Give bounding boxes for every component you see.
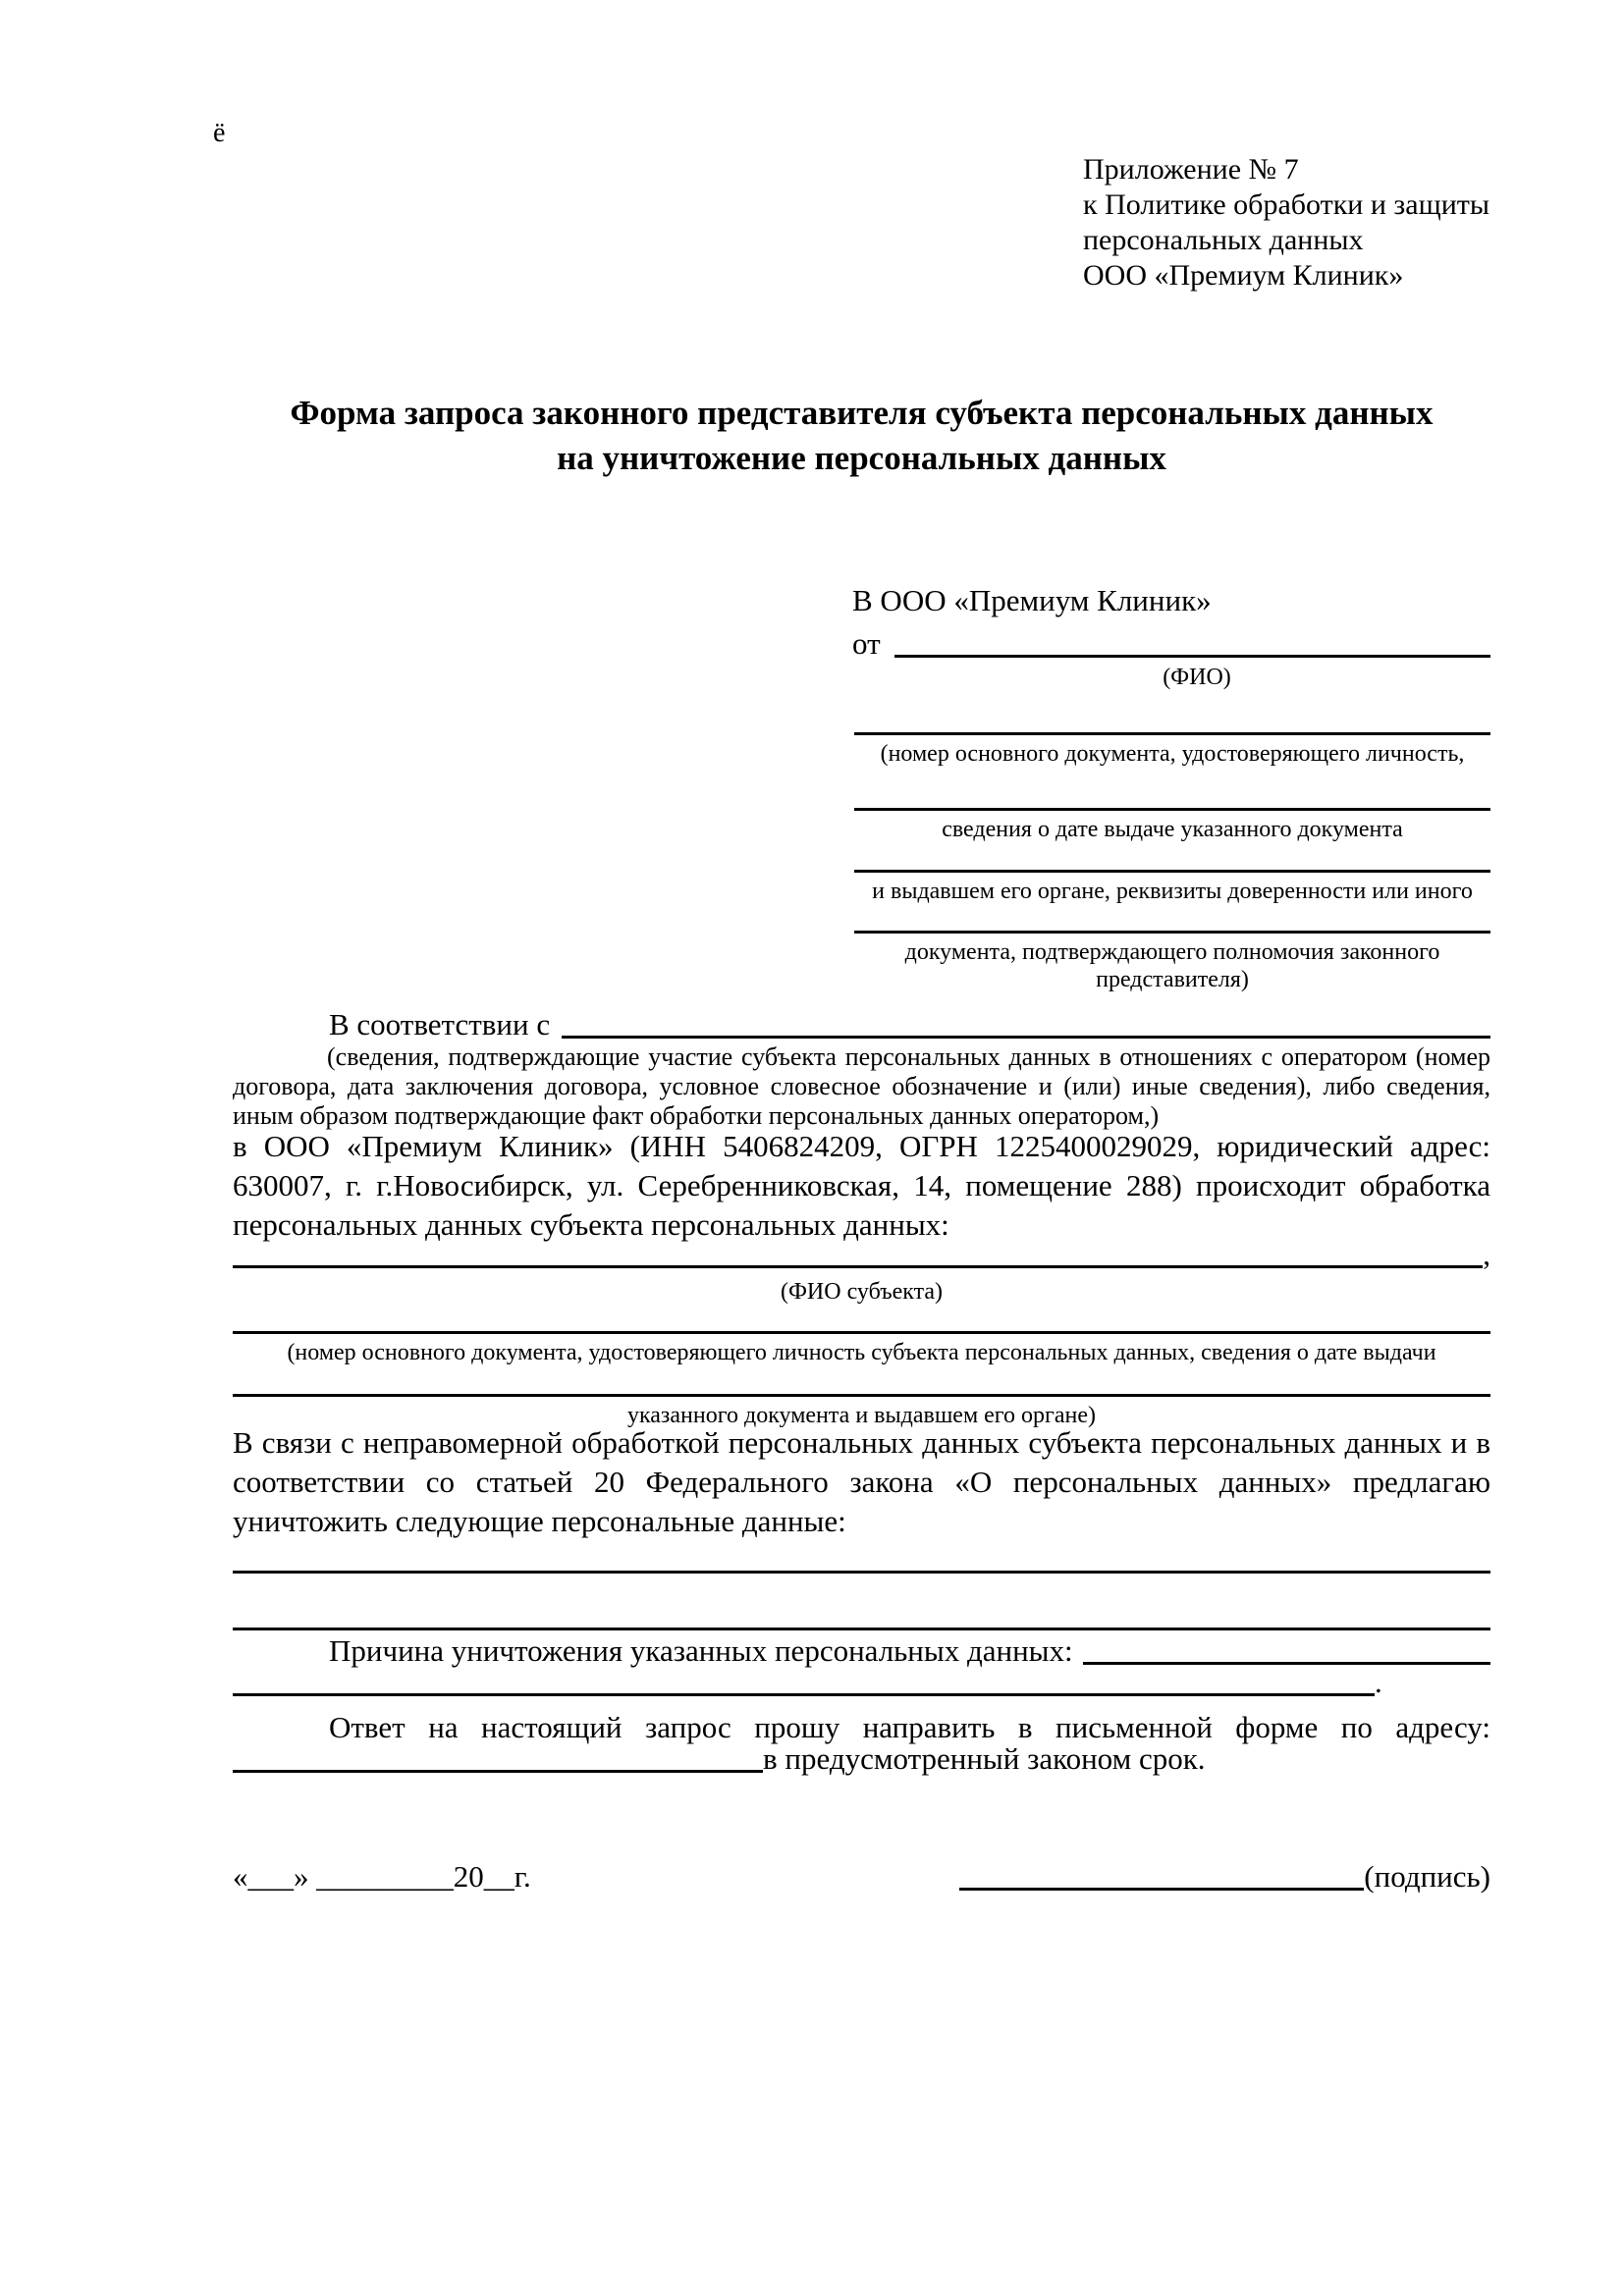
appendix-line: к Политике обработки и защиты — [1083, 188, 1490, 221]
operator-paragraph: в ООО «Премиум Клиник» (ИНН 5406824209, ОГРН 1225400029029, юридический адрес: 630007, г. г.Новосибирск, ул. Серебренниковская, 14, помещение 288) происходит обработка персональных данных субъекта персональных данных: — [233, 1129, 1490, 1242]
subject-doc-line — [233, 1331, 1490, 1334]
reply-sentence: Ответ на настоящий запрос прошу направить в письменной форме по адресу: — [329, 1710, 1490, 1744]
signature-blank-line — [959, 1880, 1364, 1891]
appendix-line: персональных данных — [1083, 224, 1364, 256]
reply-tail: в предусмотренный законом срок. — [763, 1741, 1206, 1776]
from-blank-line — [894, 647, 1490, 658]
rep-field-line — [854, 870, 1490, 873]
from-label: от — [852, 626, 881, 661]
document-title-line1: Форма запроса законного представителя субъекта персональных данных — [290, 394, 1434, 432]
accordance-lead: В соответствии с — [329, 1007, 551, 1041]
reason-label: Причина уничтожения указанных персональных данных: — [329, 1633, 1073, 1668]
subject-doc-caption: (номер основного документа, удостоверяющего личность субъекта персональных данных, сведения о дате выдачи — [287, 1340, 1436, 1365]
reason-blank-line2 — [233, 1685, 1375, 1696]
reason-row — [233, 1629, 1490, 1671]
subject-fio-blank-line — [233, 1257, 1483, 1268]
accordance-note: (сведения, подтверждающие участие субъекта персональных данных в отношениях с оператором (номер договора, дата заключения договора, условное словесное обозначение и (или) иные сведения), либо сведения, иным образом подтверждающие факт обработки персональных данных оператором,) — [233, 1042, 1490, 1130]
document-title — [233, 391, 1490, 481]
rep-field-caption: (номер основного документа, удостоверяющего личность, — [880, 741, 1465, 767]
address-blank-line — [233, 1762, 763, 1773]
reason-continuation-row — [233, 1667, 1490, 1702]
appendix-line: ООО «Премиум Клиник» — [1083, 259, 1404, 292]
signature-caption: (подпись) — [1364, 1859, 1490, 1894]
subject-fio-row — [233, 1239, 1490, 1274]
period-mark: . — [1375, 1665, 1382, 1699]
accordance-blank-line — [562, 1028, 1490, 1039]
subject-doc-line — [233, 1394, 1490, 1397]
from-row — [852, 620, 1490, 664]
stray-mark: ё — [213, 118, 226, 148]
subject-doc-caption: указанного документа и выдавшем его органе) — [626, 1403, 1097, 1428]
rep-field-caption: сведения о дате выдаче указанного документа — [942, 817, 1403, 842]
document-title-line2: на уничтожение персональных данных — [557, 439, 1166, 477]
rep-field-caption: документа, подтверждающего полномочия законного представителя) — [904, 939, 1440, 992]
reason-blank-line — [1083, 1654, 1490, 1665]
addressee-to: В ООО «Премиум Клиник» — [852, 583, 1212, 617]
appendix-header — [1083, 152, 1554, 294]
fio-caption: (ФИО) — [1163, 665, 1231, 690]
subject-fio-caption: (ФИО субъекта) — [780, 1279, 944, 1305]
data-blank-line — [233, 1571, 1490, 1574]
reply-tail-row — [233, 1743, 1490, 1779]
rep-field-line — [854, 732, 1490, 735]
addressee-block — [852, 581, 1490, 691]
appendix-line: Приложение № 7 — [1083, 153, 1299, 186]
date-blank: «___» _________20__г. — [233, 1859, 531, 1894]
rep-field-caption: и выдавшем его органе, реквизиты доверенности или иного — [872, 879, 1473, 904]
rep-field-line — [854, 808, 1490, 811]
comma-mark: , — [1483, 1237, 1490, 1271]
accordance-row — [233, 1003, 1490, 1044]
signature-group — [959, 1855, 1490, 1896]
signature-row — [233, 1855, 1490, 1896]
rep-field-line — [854, 931, 1490, 934]
demand-paragraph: В связи с неправомерной обработкой персональных данных субъекта персональных данных и в соответствии со статьей 20 Федерального закона «О персональных данных» предлагаю уничтожить следующие персональные данные: — [233, 1425, 1490, 1538]
